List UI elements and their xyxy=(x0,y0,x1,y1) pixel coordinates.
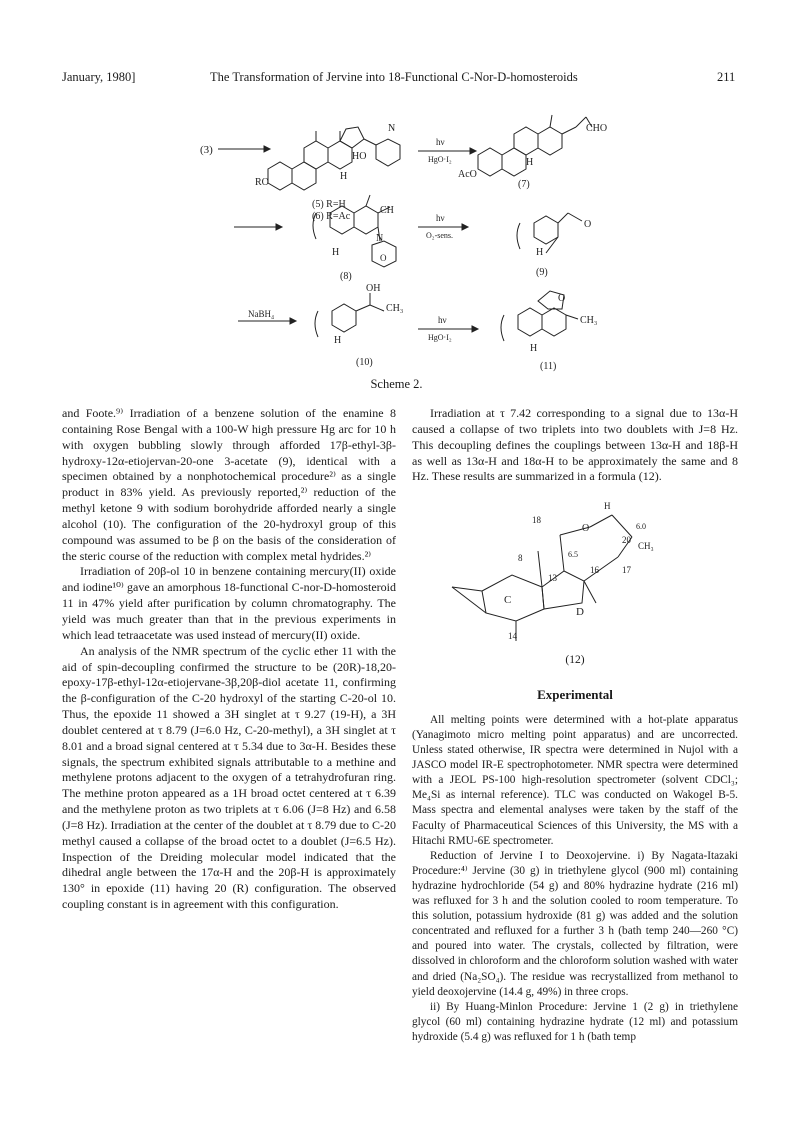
formula-12-label: (12) xyxy=(565,654,585,667)
h-label-10: H xyxy=(334,335,342,346)
left-column xyxy=(62,406,396,913)
h-label-8: H xyxy=(332,247,340,258)
fig-n18: 18 xyxy=(532,515,541,526)
reagent-4a: hν xyxy=(438,315,447,325)
scheme-2-drawing xyxy=(0,95,793,385)
compound-7-label: (7) xyxy=(518,179,530,190)
reagent-3: NaBH₄ xyxy=(248,309,275,319)
section-title-experimental: Experimental xyxy=(537,687,613,703)
compound-10-label: (10) xyxy=(356,357,373,368)
paragraph: All melting points were determined with a hot-plate apparatus (Yanagimoto micro melting point apparatus) and are uncorrected. Unless stated otherwise, IR spectra were determined in Nujol with a JASCO model IR-E spectrophotometer. NMR spectra were determined with a JEOL PS-100 high-resolution spectrometer (solvent CDCl₃; Me₄Si as internal reference). TLC was conducted on Wakogel B-5. Mass spectra and elemental analyses were taken by the staff of the Faculty of Pharmaceutical Sciences of this University, the MS with a Hitachi RMU-6E spectrometer. xyxy=(412,713,738,847)
compound-5-6-skeleton xyxy=(268,127,400,190)
fig-n14: 14 xyxy=(508,631,517,642)
n-label: N xyxy=(388,123,396,134)
fig-j1: 6.0 xyxy=(636,522,646,532)
formula-12-drawing xyxy=(412,491,738,651)
paragraph: Irradiation of 20β-ol 10 in benzene containing mercury(II) oxide and iodine¹⁰⁾ gave an amorphous 18-functional C-nor-D-homosteroid 11 in 47% yield after purification by column chromatography. The yield was much greater than that in the previous experiments in which lead tetraacetate was used instead of mercury(II) oxide. xyxy=(62,564,396,642)
aco-label: AcO xyxy=(458,169,477,180)
fig-n17: 17 xyxy=(622,565,631,576)
ch3-label-10: CH₃ xyxy=(386,303,404,314)
fig-n16: 16 xyxy=(590,565,599,576)
fig-h-label: H xyxy=(604,501,611,512)
fig-ring-d: D xyxy=(576,606,584,619)
n-label-8: N xyxy=(376,233,384,244)
o-label-8: O xyxy=(380,253,387,263)
fig-n8: 8 xyxy=(518,553,523,564)
formula-12-figure xyxy=(412,491,738,651)
arrow-head-3 xyxy=(276,224,282,230)
fig-n13: 13 xyxy=(548,573,557,584)
reagent-1b: HgO·I₂ xyxy=(428,155,452,164)
o-label-9: O xyxy=(584,219,592,230)
header-title: The Transformation of Jervine into 18-Functional C-Nor-D-homosteroids xyxy=(210,70,578,84)
h-label-5: H xyxy=(340,171,348,182)
start-ref: (3) xyxy=(200,144,213,156)
fig-n20: 20 xyxy=(622,535,631,546)
fig-ring-c: C xyxy=(504,594,512,607)
reagent-4b: HgO·I₂ xyxy=(428,333,452,342)
header-date: January, 1980] xyxy=(62,70,136,84)
scheme-caption: Scheme 2. xyxy=(370,377,423,391)
oh-label: OH xyxy=(366,283,381,294)
reagent-2b: O₂-sens. xyxy=(426,231,454,240)
ho-label: HO xyxy=(352,151,367,162)
o-label-11: O xyxy=(558,293,566,304)
compound-11-skeleton xyxy=(501,291,578,341)
arrow-head-4 xyxy=(462,224,468,230)
page-number: 211 xyxy=(717,70,736,84)
compound-7-skeleton xyxy=(478,115,592,176)
paragraph: Reduction of Jervine I to Deoxojervine. i) By Nagata-Itazaki Procedure:⁴⁾ Jervine (30 g) in triethylene glycol (900 ml) containing hydrazine hydrochloride (54 g) and 80% hydrazine hydrate (216 ml) was refluxed for 3 h and the solution cooled to room temperature. To this solution, potassium hydroxide (81 g) was added and the solution concentrated and refluxed for a further 3 h (bath temp 240—260 °C) and poured into water. The crystals, collected by filtration, were dissolved in chloroform and the chloroform solution washed with water and dried (Na₂SO₄). The residue was recrystallized from methanol to yield deoxojervine (14.4 g, 49%) in three crops. xyxy=(412,849,738,998)
ch3-label-11: CH₃ xyxy=(580,315,598,326)
compound-9-label: (9) xyxy=(536,267,548,278)
h-label-7: H xyxy=(526,157,534,168)
paragraph: and Foote.⁹⁾ Irradiation of a benzene solution of the enamine 8 containing Rose Bengal with a 100-W high pressure Hg arc for 10 h with oxygen bubbling slowly through afforded 17β-ethyl-3β-hydroxy-12α-etiojervan-20-one 3-acetate (9), identical with a specimen obtained by a nonphotochemical procedure²⁾ as a single product in 83% yield. As previously reported,²⁾ reduction of the methyl ketone 9 with sodium borohydride afforded nearly a single alcohol (10). The configuration of the 20-hydroxyl group of this compound was assumed to be β on the basis of the consideration of the steric course of the reduction with complex metal hydrides.²⁾ xyxy=(62,406,396,563)
h-label-9: H xyxy=(536,247,544,258)
compound-10-skeleton xyxy=(315,293,384,337)
ro-label: RO xyxy=(255,177,269,188)
compound-8-label: (8) xyxy=(340,271,352,282)
right-column xyxy=(412,406,738,1045)
ch-label: CH xyxy=(380,205,394,216)
fig-ch3-label: CH₃ xyxy=(638,541,654,552)
arrow-head-6 xyxy=(472,326,478,332)
compound-6-label: (6) R=Ac xyxy=(312,211,351,222)
reagent-1a: hν xyxy=(436,137,445,147)
paragraph: Irradiation at τ 7.42 corresponding to a signal due to 13α-H caused a collapse of two triplets into two doublets with J=8 Hz. This decoupling defines the couplings between 13α-H and 18β-H as well as 13α-H and 18α-H to be approximately the same and 8 Hz. These results are summarized in a formula (12). xyxy=(412,406,738,484)
fig-o-label: O xyxy=(582,523,590,535)
cho-label: CHO xyxy=(586,123,608,134)
paragraph: An analysis of the NMR spectrum of the cyclic ether 11 with the aid of spin-decoupling confirmed the structure to be (20R)-18,20-epoxy-17β-ethyl-12α-etiojervane-3β,20β-diol acetate 11, confirming the β-configuration of the C-20 hydroxyl of the starting C-20-ol 10. Thus, the epoxide 11 showed a 3H singlet at τ 9.27 (19-H), a 3H doublet centered at τ 8.79 (J=6.0 Hz, C-20-methyl), a 3H singlet at τ 8.01 and a broad signal centered at τ 5.34 due to 3α-H. Besides these signals, the spectrum exhibited signals attributable to a methine and methylene protons adjacent to the oxygen of a tetrahydrofuran ring. The methine proton appeared as a 1H broad octet centered at τ 6.39 and the methylene proton as two triplets at τ 6.06 (J=8 Hz) and 6.58 (J=8 Hz). Irradiation at the center of the doublet at τ 8.79 due to C-20 methyl caused a collapse of the broad octet to a doublet (J=6.5 Hz). Inspection of the Dreiding molecular model indicated that the dihedral angle between the 17α-H and the 20β-H is approximately 130° in epoxide (11) having 20 (R) configuration. The observed coupling constant is in agreement with this configuration. xyxy=(62,643,396,912)
fig-j2: 6.5 xyxy=(568,550,578,560)
compound-5-label: (5) R=H xyxy=(312,199,346,210)
h-label-11: H xyxy=(530,343,538,354)
arrow-head-2 xyxy=(470,148,476,154)
arrow-head-1 xyxy=(264,146,270,152)
arrow-head-5 xyxy=(290,318,296,324)
compound-11-label: (11) xyxy=(540,361,557,372)
reagent-2a: hν xyxy=(436,213,445,223)
compound-9-skeleton xyxy=(517,213,582,253)
paragraph: ii) By Huang-Minlon Procedure: Jervine 1 (2 g) in triethylene glycol (60 ml) containing hydrazine hydrate (12 ml) and potassium hydroxide (5.4 g) was refluxed for 1 h (bath temp xyxy=(412,1000,738,1043)
